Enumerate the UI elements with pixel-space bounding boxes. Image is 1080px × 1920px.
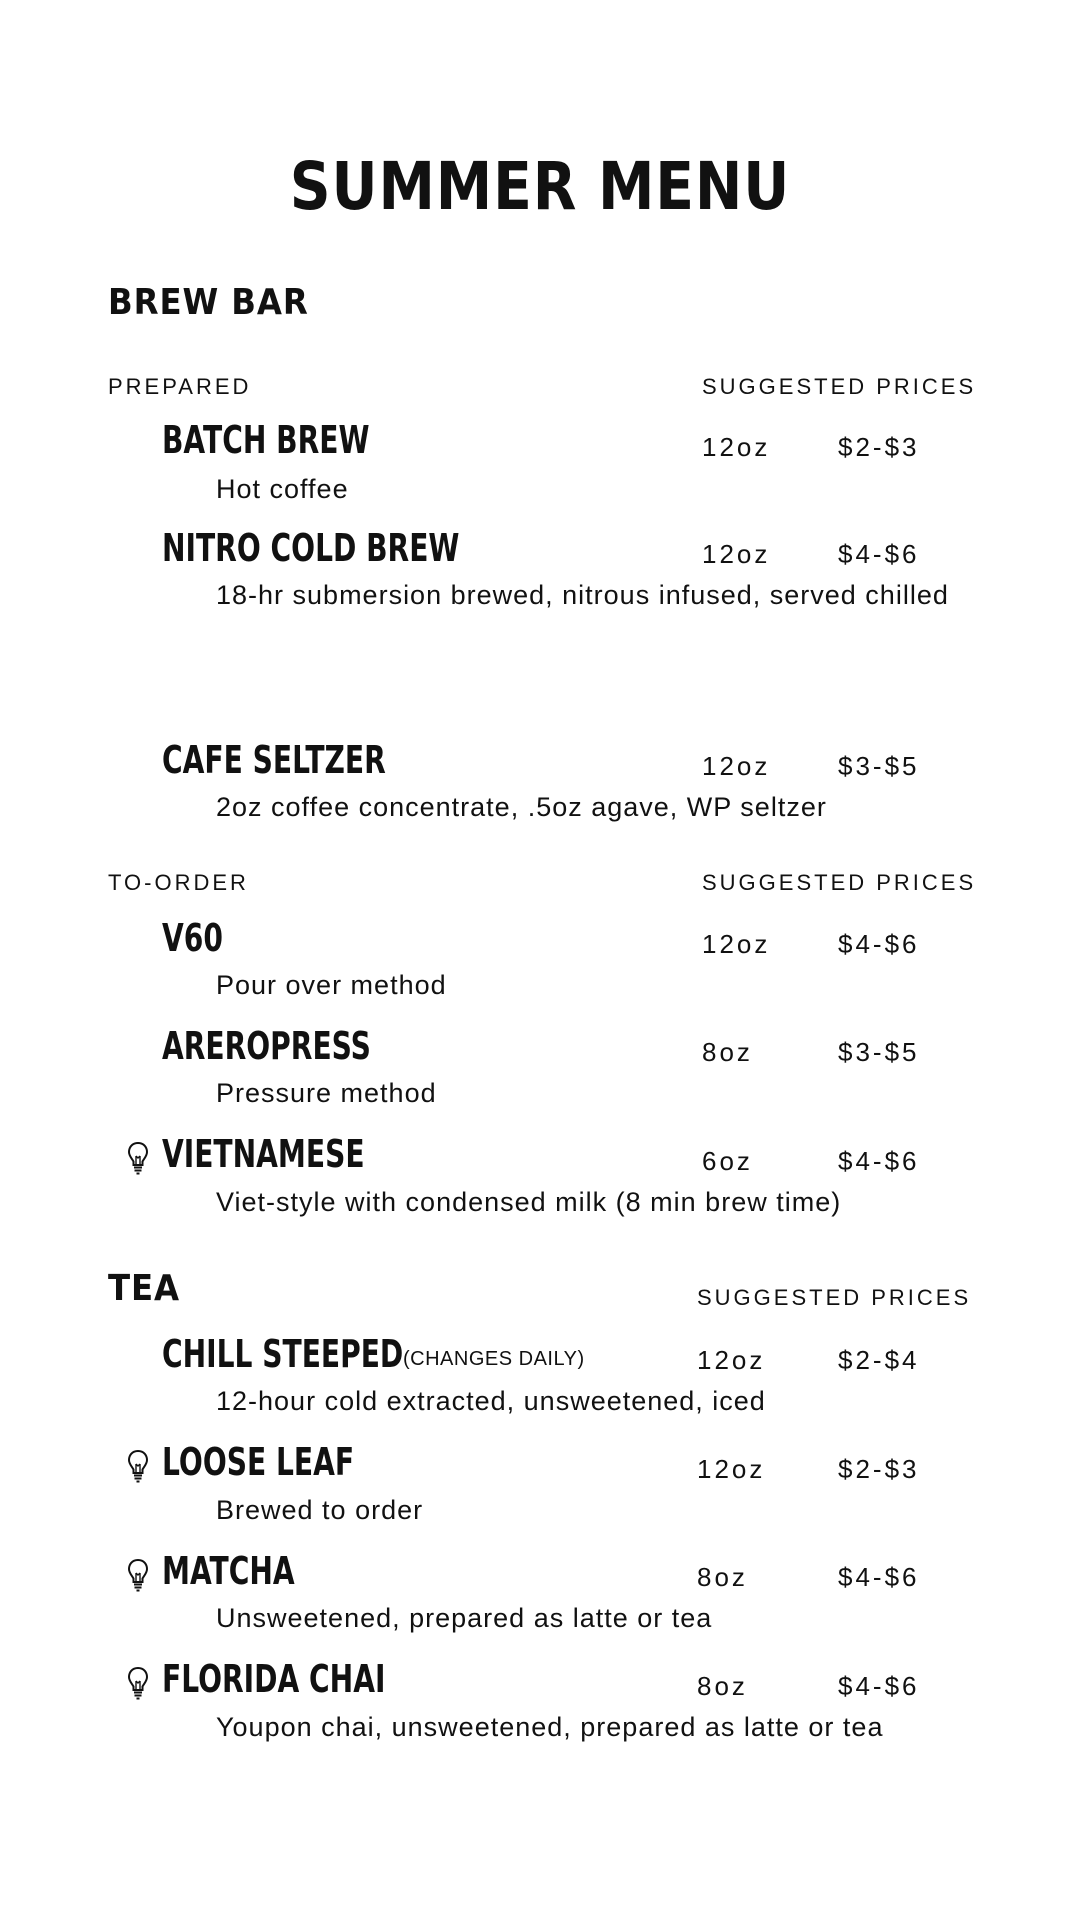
item-name: LOOSE LEAF [162, 1440, 355, 1484]
item-size: 12oz [702, 432, 771, 462]
item-description: 12-hour cold extracted, unsweetened, iced [216, 1386, 766, 1416]
item-size: 12oz [702, 539, 771, 569]
item-size: 6oz [702, 1146, 753, 1176]
item-price: $2-$4 [838, 1345, 920, 1375]
item-price: $4-$6 [838, 1146, 920, 1176]
item-name: FLORIDA CHAI [162, 1657, 386, 1701]
item-size: 12oz [702, 929, 771, 959]
item-description: 18-hr submersion brewed, nitrous infused, served chilled [216, 580, 949, 610]
item-price: $3-$5 [838, 1037, 920, 1067]
price-header-tea: SUGGESTED PRICES [697, 1285, 972, 1310]
item-size: 8oz [702, 1037, 753, 1067]
item-name: CHILL STEEPED [162, 1332, 404, 1376]
section-heading-brew-bar: BREW BAR [108, 282, 309, 323]
item-size: 8oz [697, 1671, 748, 1701]
subsection-label-prepared: PREPARED [108, 374, 252, 399]
lightbulb-icon [127, 1558, 149, 1592]
item-description: 2oz coffee concentrate, .5oz agave, WP seltzer [216, 792, 827, 822]
item-description: Viet-style with condensed milk (8 min brew time) [216, 1187, 842, 1217]
item-price: $4-$6 [838, 929, 920, 959]
item-description: Pressure method [216, 1078, 437, 1108]
item-description: Hot coffee [216, 474, 349, 504]
item-price: $4-$6 [838, 539, 920, 569]
item-description: Brewed to order [216, 1495, 424, 1525]
item-note: (CHANGES DAILY) [403, 1348, 585, 1370]
item-name: NITRO COLD BREW [162, 526, 460, 570]
item-price: $4-$6 [838, 1671, 920, 1701]
item-size: 12oz [697, 1345, 766, 1375]
item-name: AREROPRESS [162, 1024, 371, 1068]
item-price: $3-$5 [838, 751, 920, 781]
item-description: Pour over method [216, 970, 447, 1000]
item-name: VIETNAMESE [162, 1132, 365, 1176]
item-name: BATCH BREW [162, 418, 370, 462]
item-name: CAFE SELTZER [162, 738, 386, 782]
item-size: 12oz [697, 1454, 766, 1484]
lightbulb-icon [127, 1666, 149, 1700]
menu-title: SUMMER MENU [289, 148, 791, 225]
item-size: 8oz [697, 1562, 748, 1592]
item-size: 12oz [702, 751, 771, 781]
section-heading-tea: TEA [108, 1268, 181, 1309]
price-header-to-order: SUGGESTED PRICES [702, 870, 977, 895]
subsection-label-to-order: TO-ORDER [108, 870, 249, 895]
lightbulb-icon [127, 1449, 149, 1483]
item-description: Unsweetened, prepared as latte or tea [216, 1603, 713, 1633]
item-description: Youpon chai, unsweetened, prepared as latte or tea [216, 1712, 884, 1742]
item-name: MATCHA [162, 1549, 295, 1593]
item-price: $4-$6 [838, 1562, 920, 1592]
lightbulb-icon [127, 1141, 149, 1175]
item-price: $2-$3 [838, 432, 920, 462]
item-price: $2-$3 [838, 1454, 920, 1484]
price-header-prepared: SUGGESTED PRICES [702, 374, 977, 399]
item-name: V60 [162, 916, 223, 960]
